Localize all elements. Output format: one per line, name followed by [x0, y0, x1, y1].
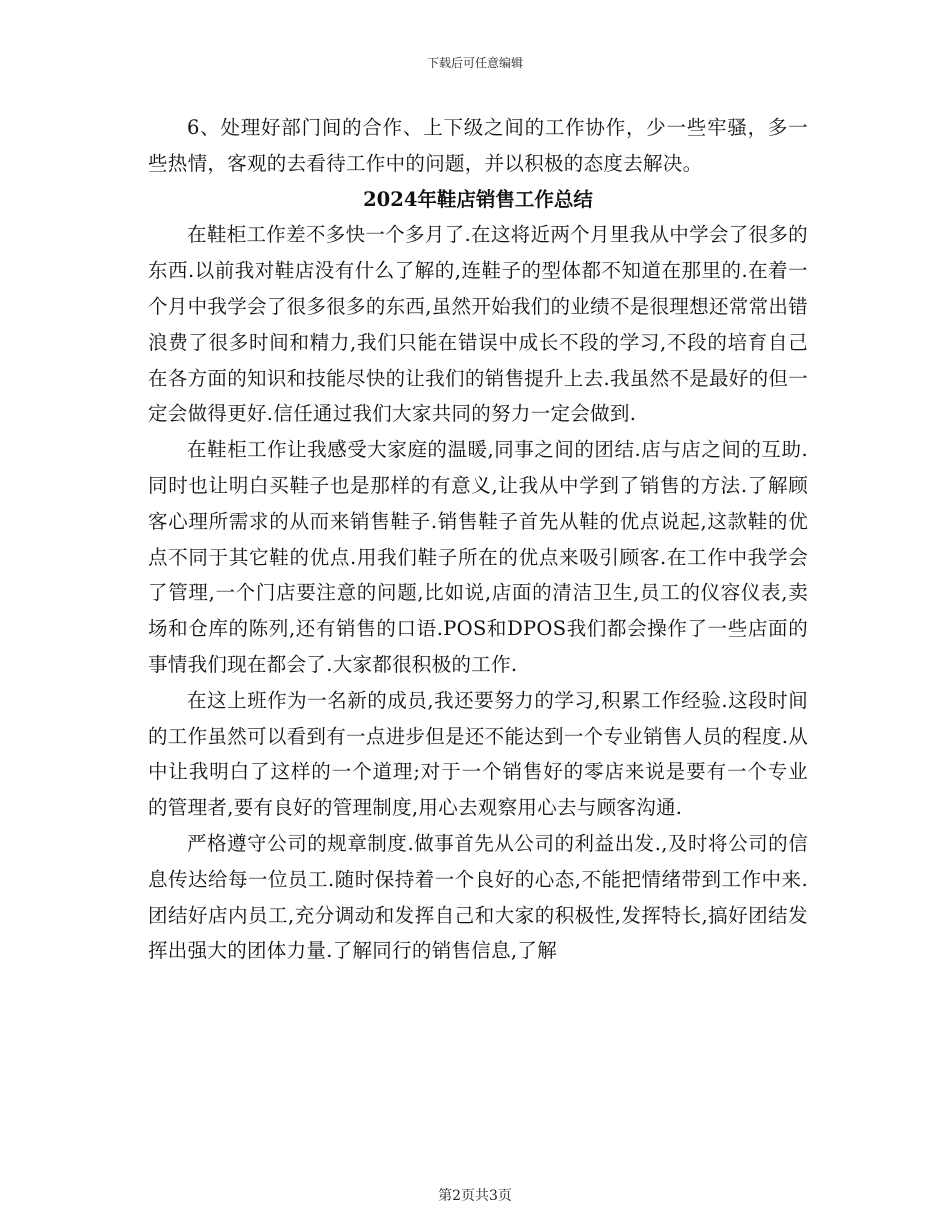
- body-paragraph: 在鞋柜工作差不多快一个多月了.在这将近两个月里我从中学会了很多的东西.以前我对鞋店没有什么了解的,连鞋子的型体都不知道在那里的.在着一个月中我学会了很多很多的东西,虽然开始我们的业绩不是很理想还常常出错浪费了很多时间和精力,我们只能在错误中成长不段的学习,不段的培育自己在各方面的知识和技能尽快的让我们的销售提升上去.我虽然不是最好的但一定会做得更好.信任通过我们大家共同的努力一定会做到.: [148, 223, 808, 426]
- page-header: 下载后可任意编辑: [426, 56, 523, 70]
- document-body: [148, 110, 808, 969]
- document-title: 2024年鞋店销售工作总结: [363, 187, 593, 211]
- body-paragraph: 在这上班作为一名新的成员,我还要努力的学习,积累工作经验.这段时间的工作虽然可以看到有一点进步但是还不能达到一个专业销售人员的程度.从中让我明白了这样的一个道理;对于一个销售好的零店来说是要有一个专业的管理者,要有良好的管理制度,用心去观察用心去与顾客沟通.: [148, 688, 808, 820]
- body-paragraph: 严格遵守公司的规章制度.做事首先从公司的利益出发.,及时将公司的信息传达给每一位员工.随时保持着一个良好的心态,不能把情绪带到工作中来.团结好店内员工,充分调动和发挥自己和大家的积极性,发挥特长,搞好团结发挥出强大的团体力量.了解同行的销售信息,了解: [148, 831, 808, 963]
- intro-paragraph: 6、处理好部门间的合作、上下级之间的工作协作，少一些牢骚，多一些热情，客观的去看待工作中的问题，并以积极的态度去解决。: [148, 116, 808, 175]
- body-paragraph: 在鞋柜工作让我感受大家庭的温暖,同事之间的团结.店与店之间的互助.同时也让明白买鞋子也是那样的有意义,让我从中学到了销售的方法.了解顾客心理所需求的从而来销售鞋子.销售鞋子首先从鞋的优点说起,这款鞋的优点不同于其它鞋的优点.用我们鞋子所在的优点来吸引顾客.在工作中我学会了管理,一个门店要注意的问题,比如说,店面的清洁卫生,员工的仪容仪表,卖场和仓库的陈列,还有销售的口语.POS和DPOS我们都会操作了一些店面的事情我们现在都会了.大家都很积极的工作.: [148, 438, 808, 676]
- page-footer: 第2页共3页: [438, 1188, 512, 1204]
